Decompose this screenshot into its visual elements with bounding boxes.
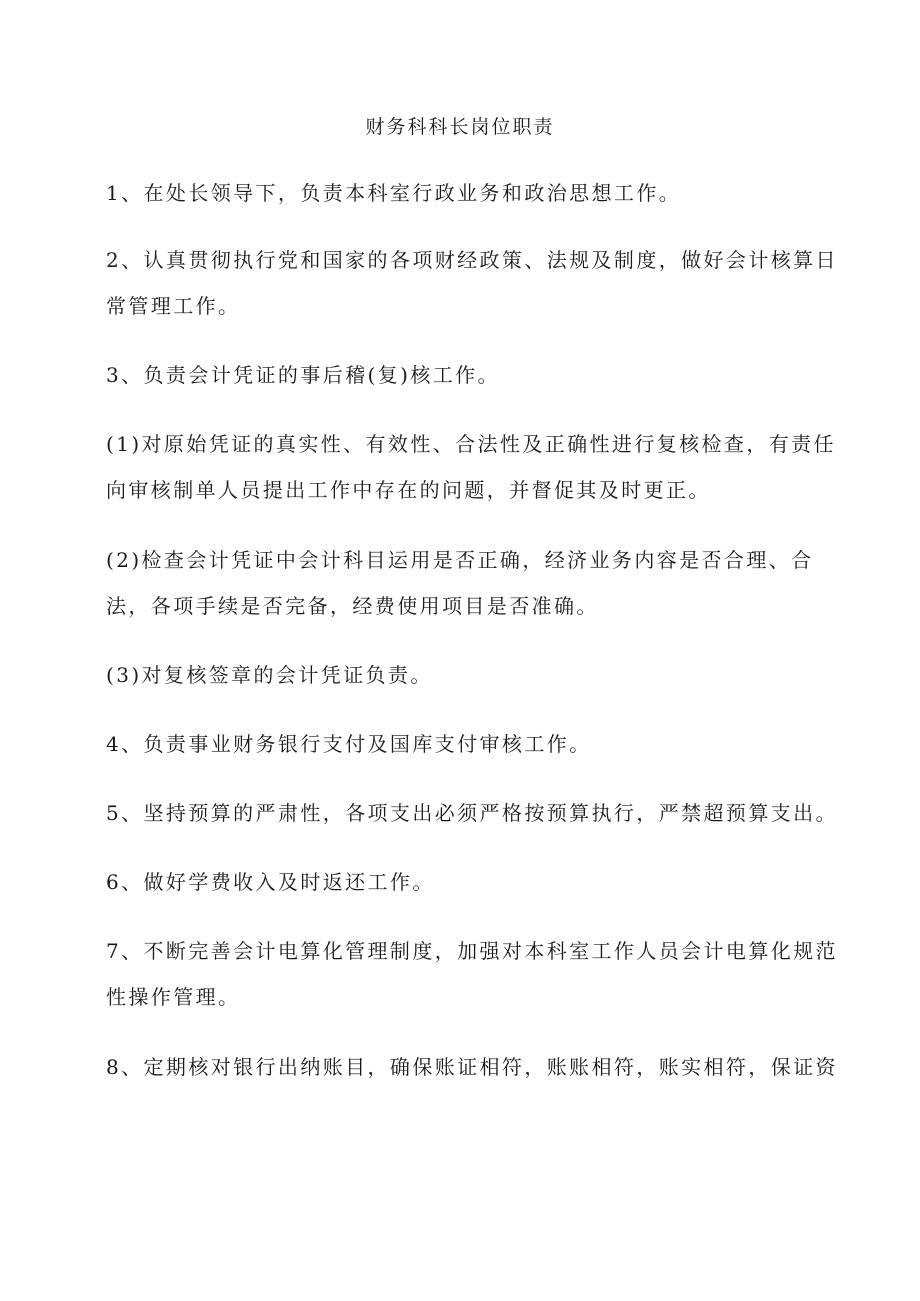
paragraph-line: 6、做好学费收入及时返还工作。 — [106, 870, 435, 894]
paragraph-line: 常管理工作。 — [106, 294, 241, 318]
paragraph-line: (3)对复核签章的会计凭证负责。 — [106, 663, 433, 687]
paragraph-line: 法，各项手续是否完备，经费使用项目是否准确。 — [106, 594, 599, 618]
paragraph-2 — [106, 237, 838, 329]
paragraph-7 — [106, 928, 838, 1020]
paragraph-line: 7、不断完善会计电算化管理制度，加强对本科室工作人员会计电算化规范 — [106, 939, 838, 963]
document-title: 财务科科长岗位职责 — [365, 116, 555, 138]
paragraph-line: 2、认真贯彻执行党和国家的各项财经政策、法规及制度，做好会计核算日 — [106, 248, 838, 272]
paragraph-line: 3、负责会计凭证的事后稽(复)核工作。 — [106, 363, 500, 387]
paragraph-line: 5、坚持预算的严肃性，各项支出必须严格按预算执行，严禁超预算支出。 — [106, 801, 838, 825]
paragraph-line: 向审核制单人员提出工作中存在的问题，并督促其及时更正。 — [106, 478, 711, 502]
paragraph-4 — [106, 721, 818, 767]
paragraph-line: (2)检查会计凭证中会计科目运用是否正确，经济业务内容是否合理、合 — [106, 548, 814, 572]
paragraph-5 — [106, 790, 838, 836]
paragraph-line: (1)对原始凭证的真实性、有效性、合法性及正确性进行复核检查，有责任 — [106, 432, 836, 456]
paragraph-1 — [106, 170, 818, 216]
paragraph-line: 4、负责事业财务银行支付及国库支付审核工作。 — [106, 732, 592, 756]
paragraph-line: 8、定期核对银行出纳账目，确保账证相符，账账相符，账实相符，保证资 — [106, 1055, 838, 1079]
paragraph-line: 性操作管理。 — [106, 985, 241, 1009]
paragraph-3 — [106, 352, 818, 398]
paragraph-3-2 — [106, 537, 818, 629]
paragraph-3-1 — [106, 421, 836, 513]
paragraph-line: 1、在处长领导下，负责本科室行政业务和政治思想工作。 — [106, 181, 682, 205]
paragraph-6 — [106, 859, 818, 905]
paragraph-8 — [106, 1044, 838, 1090]
paragraph-3-3 — [106, 652, 818, 698]
